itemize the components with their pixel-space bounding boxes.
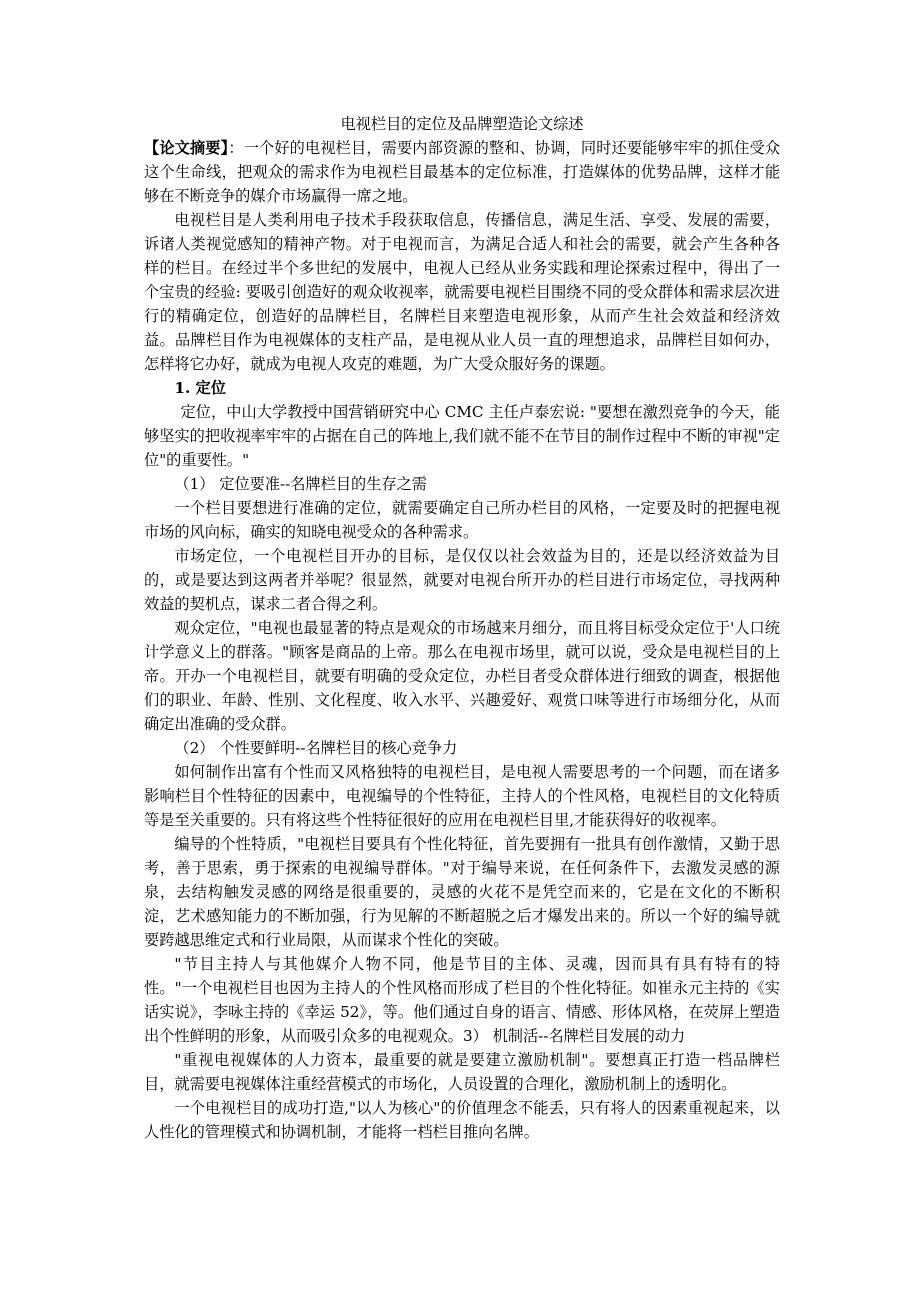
- body-paragraph: 如何制作出富有个性而又风格独特的电视栏目，是电视人需要思考的一个问题，而在诸多影响栏目个性特征的因素中，电视编导的个性特征，主持人的个性风格，电视栏目的文化特质等是至关重要的。只有将这些个性特征很好的应用在电视栏目里,才能获得好的收视率。: [144, 763, 780, 829]
- body-paragraph: "重视电视媒体的人力资本，最重要的就是要建立激励机制"。要想真正打造一档品牌栏目，就需要电视媒体注重经营模式的市场化，人员设置的合理化，激励机制上的透明化。: [144, 1051, 780, 1093]
- intro-paragraph: 电视栏目是人类利用电子技术手段获取信息，传播信息，满足生活、享受、发展的需要，诉诸人类视觉感知的精神产物。对于电视而言，为满足合适人和社会的需要，就会产生各种各样的栏目。在经过半个多世纪的发展中，电视人已经从业务实践和理论探索过程中，得出了一个宝贵的经验: 要吸引创造好的观众收视率，就需要电视栏目围绕不同的受众群体和需求层次进行的精确定位，创造好的品牌栏目，名牌栏目来塑造电视形象，从而产生社会效益和经济效益。品牌栏目作为电视媒体的支柱产品，是电视从业人员一直的理想追求，品牌栏目如何办，怎样将它办好，就成为电视人攻克的难题，为广大受众服好务的课题。: [144, 211, 780, 373]
- body-paragraph: 一个电视栏目的成功打造,"以人为核心"的价值理念不能丢，只有将人的因素重视起来，以人性化的管理模式和协调机制，才能将一档栏目推向名牌。: [144, 1099, 780, 1141]
- body-paragraph: 观众定位，"电视也最显著的特点是观众的市场越来月细分，而且将目标受众定位于'人口统计学意义上的群落。"顾客是商品的上帝。那么在电视市场里，就可以说，受众是电视栏目的上帝。开办一个电视栏目，就要有明确的受众定位，办栏目者受众群体进行细致的调查，根据他们的职业、年龄、性别、文化程度、收入水平、兴趣爱好、观赏口味等进行市场细分化，从而确定出准确的受众群。: [144, 619, 780, 733]
- section-heading-positioning: 1. 定位: [174, 379, 226, 397]
- abstract-paragraph: [144, 136, 780, 208]
- subsection-heading-personality: （2） 个性要鲜明--名牌栏目的核心竞争力: [174, 739, 458, 757]
- abstract-text: ：一个好的电视栏目，需要内部资源的整和、协调，同时还要能够牢牢的抓住受众这个生命线，把观众的需求作为电视栏目最基本的定位标准，打造媒体的优势品牌，这样才能够在不断竞争的媒介市场赢得一席之地。: [144, 139, 781, 205]
- body-paragraph: 市场定位，一个电视栏目开办的目标，是仅仅以社会效益为目的，还是以经济效益为目的，或是要达到这两者并举呢？很显然，就要对电视台所开办的栏目进行市场定位，寻找两种效益的契机点，谋求二者合得之利。: [144, 547, 780, 613]
- body-paragraph: "节目主持人与其他媒介人物不同，他是节目的主体、灵魂，因而具有具有特有的特性。"一个电视栏目也因为主持人的个性风格而形成了栏目的个性化特征。如崔永元主持的《实话实说》，李咏主持的《幸运 52》，等。他们通过自身的语言、情感、形体风格，在荧屏上塑造出个性鲜明的形象，从而吸引众多的电视观众。3） 机制活--名牌栏目发展的动力: [144, 955, 780, 1045]
- document-title: 电视栏目的定位及品牌塑造论文综述: [340, 115, 584, 133]
- body-paragraph: 编导的个性特质，"电视栏目要具有个性化特征，首先要拥有一批具有创作激情，又勤于思考，善于思索，勇于探索的电视编导群体。"对于编导来说，在任何条件下，去激发灵感的源泉，去结构触发灵感的网络是很重要的，灵感的火花不是凭空而来的，它是在文化的不断积淀，艺术感知能力的不断加强，行为见解的不断超脱之后才爆发出来的。所以一个好的编导就要跨越思维定式和行业局限，从而谋求个性化的突破。: [144, 835, 780, 949]
- document-page: [144, 112, 780, 1144]
- abstract-label: 【论文摘要】: [144, 139, 229, 157]
- subsection-heading-accurate: （1） 定位要准--名牌栏目的生存之需: [174, 475, 427, 493]
- body-paragraph: 一个栏目要想进行准确的定位，就需要确定自己所办栏目的风格，一定要及时的把握电视市场的风向标，确实的知晓电视受众的各种需求。: [144, 499, 780, 541]
- positioning-quote-paragraph: 定位，中山大学教授中国营销研究中心 CMC 主任卢泰宏说: "要想在激烈竞争的今天，能够坚实的把收视率牢牢的占据在自己的阵地上,我们就不能不在节目的制作过程中不断的审视"定位"的重要性。": [144, 403, 780, 469]
